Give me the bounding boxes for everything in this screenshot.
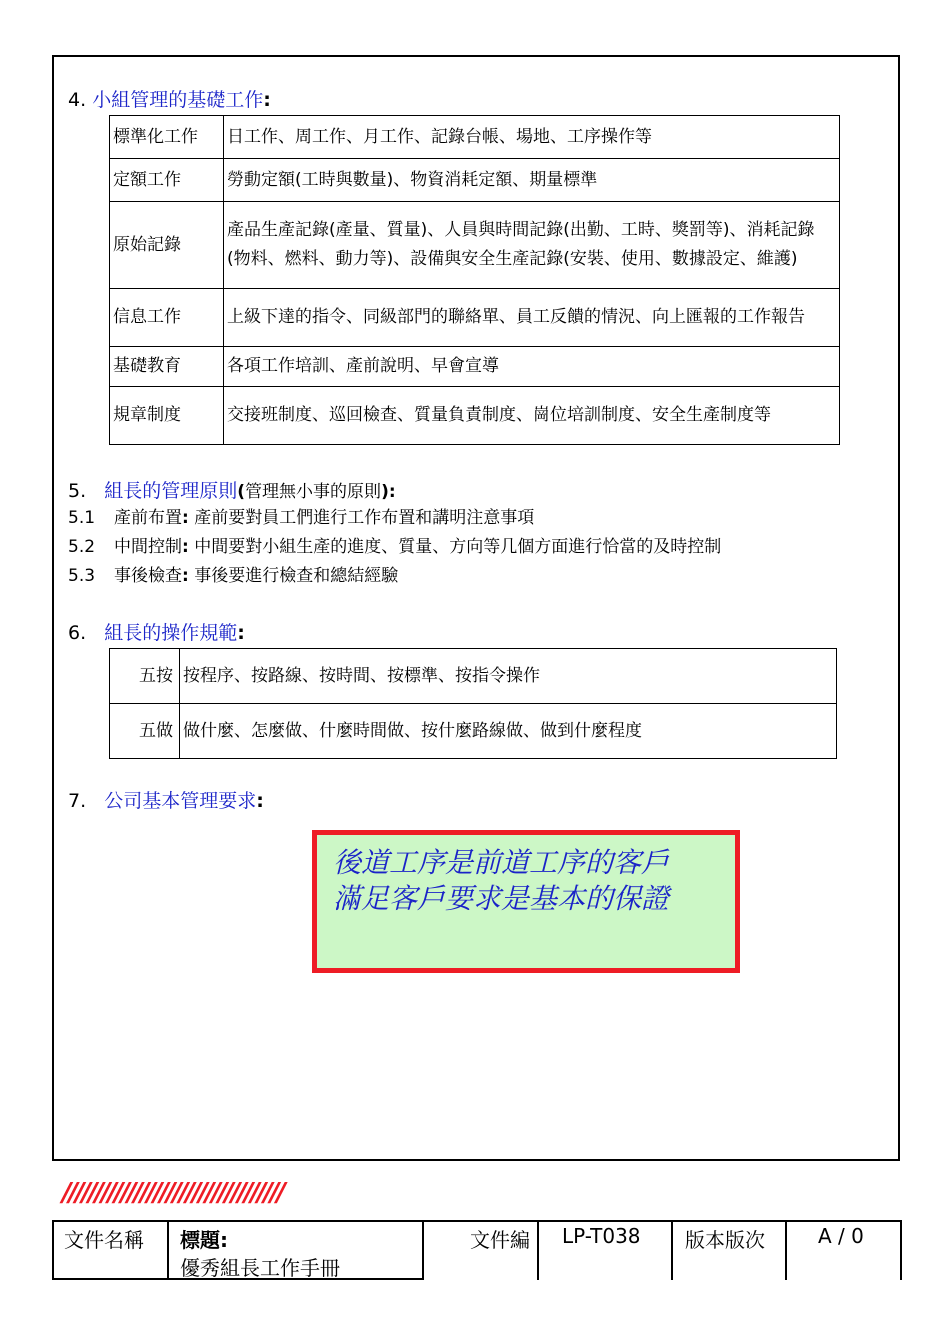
footer-divider <box>52 1220 54 1280</box>
principle-label: 產前布置 <box>114 508 182 528</box>
doc-no-label: 文件編 <box>470 1228 530 1252</box>
principle-text: 事後要進行檢查和總結經驗 <box>188 566 399 586</box>
row-content: 按程序、按路線、按時間、按標準、按指令操作 <box>180 649 837 704</box>
footer-divider <box>422 1220 424 1280</box>
row-label: 基礎教育 <box>110 347 224 387</box>
row-content: 做什麼、怎麼做、什麼時間做、按什麼路線做、做到什麼程度 <box>180 704 837 759</box>
row-content: 交接班制度、巡回檢查、質量負責制度、崗位培訓制度、安全生產制度等 <box>224 387 840 445</box>
basic-work-table <box>109 115 840 445</box>
table-row <box>110 347 840 387</box>
table-row <box>110 289 840 347</box>
principle-colon: : <box>182 508 189 528</box>
section-4-title: 小組管理的基礎工作 <box>92 89 264 111</box>
section-5-paren-open: ( <box>237 482 246 502</box>
table-row <box>110 159 840 202</box>
section-6-colon: : <box>237 622 245 644</box>
table-row <box>110 649 837 704</box>
footer-divider <box>167 1220 169 1280</box>
table-row <box>110 704 837 759</box>
section-7-heading <box>68 789 264 813</box>
section-5-paren-text: 管理無小事的原則 <box>245 482 382 502</box>
table-row <box>110 202 840 289</box>
footer-divider <box>537 1220 539 1280</box>
section-7-colon: : <box>256 790 264 812</box>
principle-item <box>68 536 721 558</box>
row-label: 標準化工作 <box>110 116 224 159</box>
section-5-paren-close: ): <box>381 482 396 502</box>
footer-divider <box>900 1220 902 1280</box>
version-label: 版本版次 <box>685 1228 765 1252</box>
footer-divider <box>785 1220 787 1280</box>
principle-colon: : <box>182 537 189 557</box>
section-5-title: 組長的管理原則 <box>104 480 238 502</box>
callout-line-2: 滿足客戶要求是基本的保證 <box>333 882 670 915</box>
section-6-title: 組長的操作規範 <box>104 622 238 644</box>
section-5-heading <box>68 479 396 504</box>
principle-text: 產前要對員工們進行工作布置和講明注意事項 <box>188 508 535 528</box>
principle-number: 5.2 <box>68 537 96 557</box>
section-4-number: 4. <box>68 89 87 111</box>
principle-label: 事後檢查 <box>114 566 182 586</box>
row-label: 規章制度 <box>110 387 224 445</box>
table-row <box>110 116 840 159</box>
footer-top-rule <box>52 1220 902 1222</box>
document-footer <box>52 1220 900 1280</box>
row-content: 上級下達的指令、同級部門的聯絡單、員工反饋的情況、向上匯報的工作報告 <box>224 289 840 347</box>
row-label: 信息工作 <box>110 289 224 347</box>
row-content: 各項工作培訓、產前說明、早會宣導 <box>224 347 840 387</box>
section-6-heading <box>68 621 245 645</box>
section-7-title: 公司基本管理要求 <box>104 790 257 812</box>
section-7-number: 7. <box>68 790 87 812</box>
principle-label: 中間控制 <box>114 537 182 557</box>
row-label: 定額工作 <box>110 159 224 202</box>
doc-no-value: LP-T038 <box>562 1224 641 1248</box>
principle-item <box>68 565 398 587</box>
row-label: 原始記錄 <box>110 202 224 289</box>
row-content: 產品生產記錄(產量、質量)、人員與時間記錄(出勤、工時、獎罰等)、消耗記錄(物料、燃料、動力等)、設備與安全生產記錄(安裝、使用、數據設定、維護) <box>224 202 840 289</box>
table-row <box>110 387 840 445</box>
principle-colon: : <box>182 566 189 586</box>
footer-divider <box>671 1220 673 1280</box>
principle-text: 中間要對小組生產的進度、質量、方向等几個方面進行恰當的及時控制 <box>188 537 722 557</box>
row-content: 日工作、周工作、月工作、記錄台帳、場地、工序操作等 <box>224 116 840 159</box>
principle-item <box>68 507 534 529</box>
doc-name-label: 文件名稱 <box>64 1228 144 1252</box>
callout-line-1: 後道工序是前道工序的客戶 <box>333 846 670 879</box>
section-4-heading <box>68 88 271 112</box>
section-4-colon: : <box>263 89 271 111</box>
row-label: 五做 <box>110 704 180 759</box>
section-5-number: 5. <box>68 480 87 502</box>
version-value: A / 0 <box>818 1224 864 1248</box>
principle-number: 5.1 <box>68 508 96 528</box>
title-label: 標題: <box>180 1228 228 1252</box>
operation-standard-table <box>109 648 837 759</box>
row-content: 勞動定額(工時與數量)、物資消耗定額、期量標準 <box>224 159 840 202</box>
section-6-number: 6. <box>68 622 87 644</box>
title-value: 優秀組長工作手冊 <box>180 1256 340 1280</box>
requirement-callout <box>312 830 740 973</box>
row-label: 五按 <box>110 649 180 704</box>
principle-number: 5.3 <box>68 566 96 586</box>
decorative-stripe: ////////////////////////////////// <box>62 1178 283 1208</box>
